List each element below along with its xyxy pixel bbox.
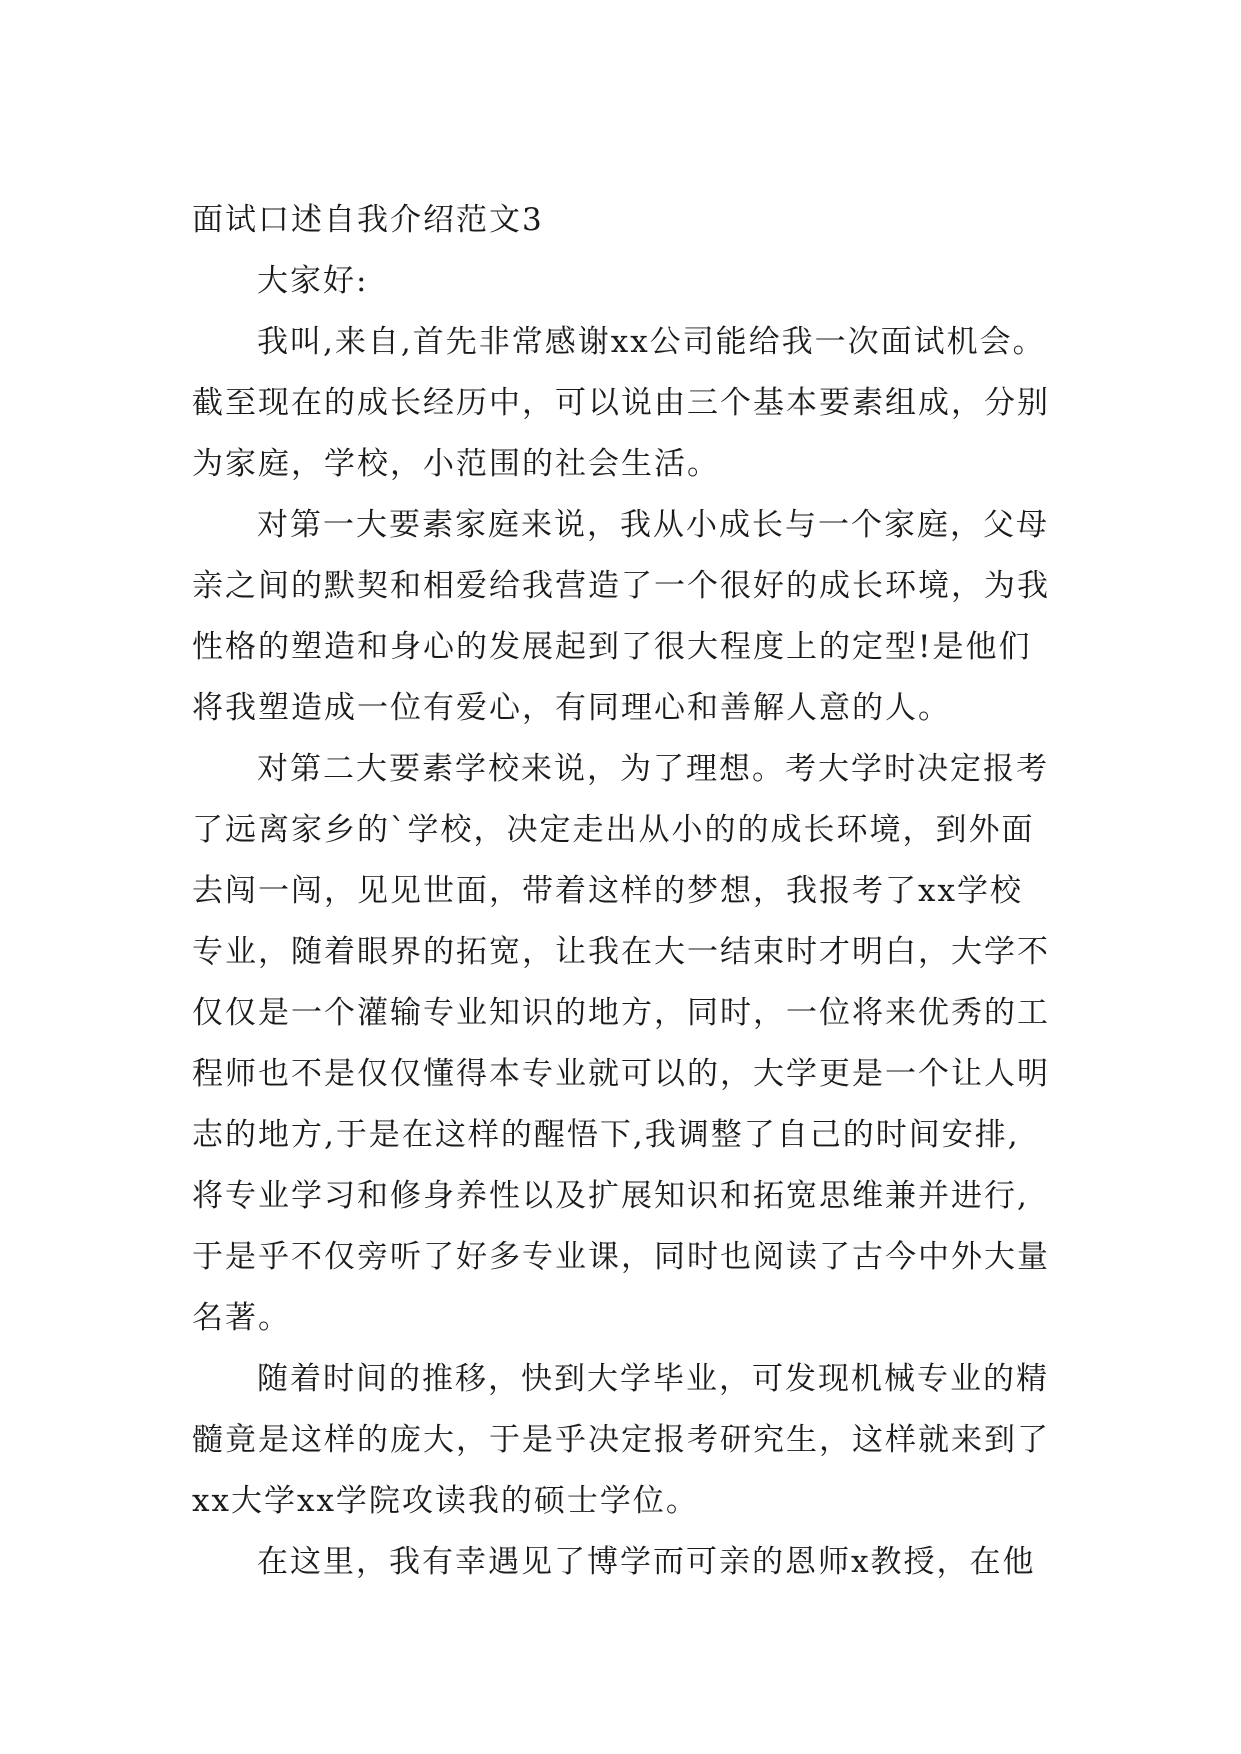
- greeting-line: 大家好:: [257, 263, 369, 299]
- paragraph-line: 了远离家乡的`学校，决定走出从小的的成长环境，到外面: [192, 812, 1035, 848]
- paragraph-line: 将专业学习和修身养性以及扩展知识和拓宽思维兼并进行,: [192, 1178, 1029, 1214]
- paragraph-line: 对第二大要素学校来说，为了理想。考大学时决定报考: [257, 751, 1049, 787]
- paragraph-line: 专业，随着眼界的拓宽，让我在大一结束时才明白，大学不: [192, 934, 1050, 970]
- paragraph-line: 于是乎不仅旁听了好多专业课，同时也阅读了古今中外大量: [192, 1239, 1050, 1275]
- paragraph-line: 对第一大要素家庭来说，我从小成长与一个家庭，父母: [257, 507, 1049, 543]
- document-body: [192, 190, 1052, 1593]
- paragraph-line: 程师也不是仅仅懂得本专业就可以的，大学更是一个让人明: [192, 1056, 1050, 1092]
- paragraph-line: 我叫,来自,首先非常感谢xx公司能给我一次面试机会。: [257, 324, 1046, 360]
- paragraph-line: 性格的塑造和身心的发展起到了很大程度上的定型!是他们: [192, 629, 1032, 665]
- paragraph-line: 将我塑造成一位有爱心，有同理心和善解人意的人。: [192, 690, 951, 726]
- paragraph-line: 亲之间的默契和相爱给我营造了一个很好的成长环境，为我: [192, 568, 1050, 604]
- paragraph-line: 在这里，我有幸遇见了博学而可亲的恩师x教授，在他: [257, 1544, 1036, 1580]
- paragraph-line: 去闯一闯，见见世面，带着这样的梦想，我报考了xx学校: [192, 873, 1023, 909]
- document-title: 面试口述自我介绍范文3: [192, 202, 544, 238]
- paragraph-line: 随着时间的推移，快到大学毕业，可发现机械专业的精: [257, 1361, 1049, 1397]
- paragraph-line: 仅仅是一个灌输专业知识的地方，同时，一位将来优秀的工: [192, 995, 1050, 1031]
- paragraph-line: 为家庭，学校，小范围的社会生活。: [192, 446, 720, 482]
- paragraph-line: 名著。: [192, 1300, 291, 1336]
- paragraph-line: 截至现在的成长经历中，可以说由三个基本要素组成，分别: [192, 385, 1050, 421]
- paragraph-line: 髓竟是这样的庞大，于是乎决定报考研究生，这样就来到了: [192, 1422, 1050, 1458]
- paragraph-line: xx大学xx学院攻读我的硕士学位。: [192, 1483, 699, 1519]
- paragraph-line: 志的地方,于是在这样的醒悟下,我调整了自己的时间安排,: [192, 1117, 1020, 1153]
